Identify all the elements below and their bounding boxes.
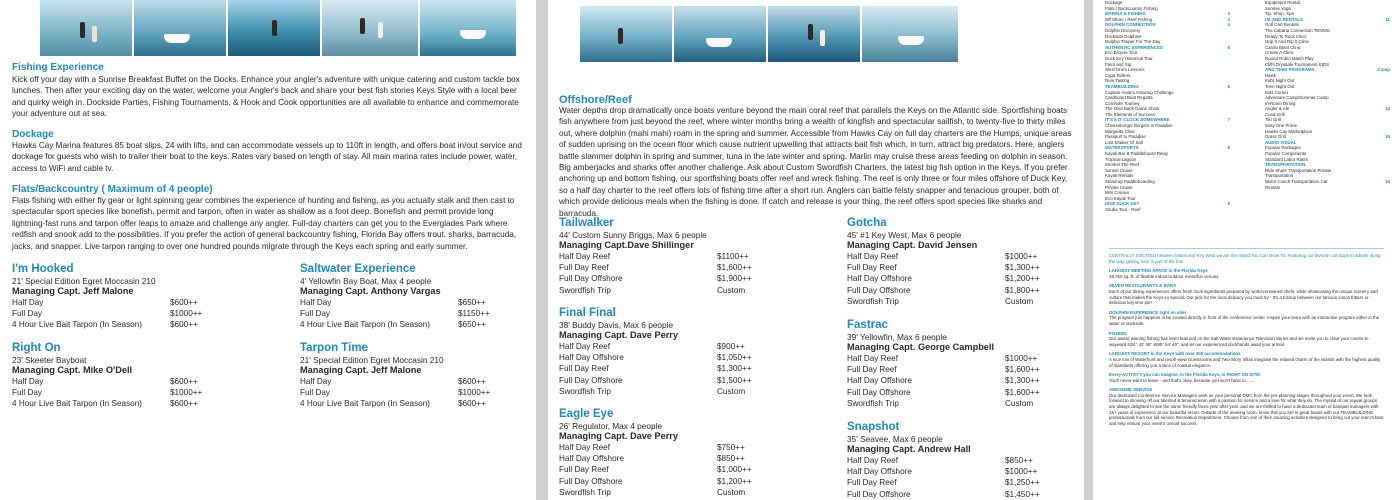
toc-label: Duck Key Historical Tour	[1105, 55, 1153, 61]
rate-price: $1,600++	[1005, 365, 1040, 375]
toc-label: Cliffs Drysdale Tournament KIDS	[1265, 61, 1330, 67]
rate-label: Full Day Offshore	[559, 476, 623, 486]
rate-row	[559, 341, 809, 352]
captain-name: Managing Capt. Jeff Malone	[12, 286, 134, 296]
rate-price: Custom	[717, 487, 746, 497]
toc-page-number: 5	[1227, 44, 1230, 50]
toc-label: MARINA & FISHING	[1105, 11, 1146, 17]
boat-description: 35' Seavee, Max 6 people	[847, 434, 943, 444]
highlight-heading: FISHING	[1109, 330, 1127, 336]
toc-label: Eco Bicycle Tour	[1105, 50, 1138, 56]
rate-row	[12, 376, 262, 387]
rate-row	[559, 363, 809, 374]
rate-label: Swordfish Trip	[559, 386, 611, 396]
page-gutter	[1084, 0, 1093, 500]
rate-label: Half Day Reef	[559, 342, 610, 351]
highlight-item	[1109, 331, 1384, 348]
highlight-item	[1109, 387, 1384, 426]
highlight-item	[1109, 268, 1384, 279]
toc-page-number: Comp	[1377, 67, 1390, 73]
rate-row	[12, 398, 262, 409]
toc-label: The Cabana Connection TENNIS	[1265, 27, 1330, 33]
rate-row	[847, 466, 1083, 477]
rate-row	[12, 297, 262, 308]
rate-price: $750++	[717, 443, 745, 452]
rate-label: Half Day Offshore	[847, 376, 912, 386]
toc-column-left	[1105, 0, 1230, 213]
toc-label: Teen Night Out	[1265, 83, 1295, 89]
boat-name: Saltwater Experience	[300, 263, 416, 275]
rate-label: Half Day Reef	[847, 252, 898, 261]
rate-price: $600++	[170, 298, 198, 307]
rate-row	[847, 273, 1083, 284]
intro-text: CENTRALLY LOCATED between Miami and Key West we are the Island You Can Drive To. Featuring our favorite List stops to admire along the way, getting here is part of the fun!	[1109, 253, 1381, 264]
rate-label: Swordfish Trip	[847, 398, 899, 408]
toc-label: Snorkel The Reef	[1105, 162, 1140, 168]
boat-name: Fastrac	[847, 319, 888, 331]
toc-label: Cardio Blast Clinic	[1265, 44, 1301, 50]
offshore-photo	[768, 6, 860, 62]
rate-price: Custom	[1005, 398, 1034, 408]
boat-name: Snapshot	[847, 421, 900, 433]
rate-price: $600++	[458, 377, 486, 386]
rate-row	[847, 262, 1083, 273]
rate-label: Full Day	[300, 309, 331, 319]
toc-label: WATERSPORTS	[1105, 145, 1139, 151]
rate-price: $1000++	[170, 309, 203, 319]
rate-row	[559, 453, 809, 464]
boat-name: Eagle Eye	[559, 408, 614, 420]
toc-label: Private Cruise	[1105, 184, 1133, 190]
toc-label: Golf Cart Rentals	[1265, 22, 1299, 28]
rate-price: $1,050++	[717, 353, 752, 363]
rate-label: Half Day Offshore	[847, 467, 912, 477]
toc-label: Adventure Camp/Summer Camp	[1265, 95, 1329, 101]
captain-name: Managing Capt. Anthony Vargas	[300, 286, 441, 296]
toc-label: IT'S 5 O' CLOCK SOMEWHERE	[1105, 117, 1170, 123]
rate-label: Full Day Reef	[559, 465, 609, 475]
toc-label: Ride Share Transportation Private	[1265, 167, 1332, 173]
rate-row	[847, 477, 1083, 488]
rate-price: $1000++	[170, 388, 203, 398]
boat-description: 45' #1 Key West, Max 6 people	[847, 230, 962, 240]
charter-boat-card	[559, 306, 809, 397]
rate-row	[559, 375, 809, 386]
boat-name: Gotcha	[847, 217, 887, 229]
rate-row	[559, 487, 809, 498]
section-title-flats: Flats/Backcountry ( Maximum of 4 people)	[12, 184, 213, 195]
rate-label: Half Day	[300, 377, 332, 386]
rate-label: Half Day	[12, 298, 44, 307]
rate-label: Half Day Reef	[847, 354, 898, 363]
charter-boat-card	[12, 341, 262, 410]
toc-label: Dockside Dolphins	[1105, 33, 1142, 39]
toc-label: DIVE DUCK KEY	[1105, 201, 1140, 207]
rate-label: Half Day Reef	[559, 252, 610, 261]
toc-label: Captain Hook's Amazing Challenge	[1105, 89, 1174, 95]
rate-label: Swordfish Trip	[559, 285, 611, 295]
boat-description: 38' Buddy Davis, Max 6 people	[559, 320, 674, 330]
boat-description: 21' Special Edition Egret Moccasin 210	[12, 276, 156, 286]
rate-row	[300, 297, 535, 308]
rate-label: Full Day Offshore	[847, 387, 911, 397]
highlight-item	[1109, 310, 1384, 327]
toc-label: Kayak Bar & Paddleboard Relay	[1105, 151, 1168, 157]
rate-row	[847, 455, 1083, 466]
rate-price: $1,300++	[717, 364, 752, 374]
rate-label: Half Day	[300, 298, 332, 307]
rate-label: Full Day Reef	[847, 365, 897, 375]
fishing-photo	[228, 0, 320, 56]
rate-price: Custom	[717, 285, 746, 295]
toc-label: Round Robin Match Play	[1265, 55, 1314, 61]
fishing-photo	[420, 0, 516, 56]
rate-label: Half Day	[12, 377, 44, 386]
toc-label: Ready To Rock Clinic	[1265, 33, 1307, 39]
rate-row	[847, 353, 1083, 364]
offshore-photo	[862, 6, 958, 62]
rate-price: $1,500++	[717, 375, 752, 385]
toc-label: Coral Grill	[1265, 111, 1285, 117]
fishing-photo	[322, 0, 418, 56]
photo-strip	[40, 0, 518, 56]
rate-label: Full Day	[300, 388, 331, 398]
charter-boat-card	[847, 216, 1083, 307]
paragraph-flats: Flats fishing with either fly gear or light spinning gear combines the experience of hunting and fishing, as you actually stalk and then cast to spectacular sport species like bonefish, permit and tarpon, often in water as shallow as a foot deep. Bonefish and permit provide long lightning-fast runs and tarpon offer leaps to amaze and challenge any angler. Full-day charters can get you to the Everglades Park where redfish and snook add to the possibilities. If you prefer the action of general backcountry fishing, Florida Bay offers trout, sharks, barracuda, jacks, and snapper. Live tarpon ranging to over one hundred pounds migrate through the Keys each spring and early summer.	[12, 196, 517, 251]
toc-label: Tiki Grill	[1265, 117, 1281, 123]
rate-price: $1000++	[458, 388, 491, 398]
toc-label: Dolphin Trainer For The Day	[1105, 39, 1161, 45]
rate-label: Full Day Offshore	[559, 274, 623, 284]
rate-price: $1,300++	[1005, 263, 1040, 273]
rate-label: 4 Hour Live Bait Tarpon (In Season)	[12, 399, 143, 409]
captain-name: Managing Capt. David Jensen	[847, 240, 978, 250]
toc-label: Cornhole Tourney	[1105, 100, 1140, 106]
resort-highlights	[1109, 253, 1384, 430]
highlight-heading: LARGEST RESORT in the Keys with over 400 accommodations	[1109, 351, 1241, 357]
toc-page-number: 8	[1227, 145, 1230, 151]
rate-row	[559, 273, 809, 284]
rate-row	[300, 376, 535, 387]
toc-label: Cigar Rollers	[1105, 72, 1131, 78]
toc-label: Sixty-One Prime	[1265, 123, 1297, 129]
rate-price: $600++	[170, 377, 198, 386]
toc-entry[interactable]	[1105, 207, 1230, 213]
rate-label: 4 Hour Live Bait Tarpon (In Season)	[12, 320, 143, 330]
highlight-text: Our award winning fishing has been featured on the Salt Water Experience Television Series and we invite you to chart your course to wayward N24° 43' 48" W80° 54' 40", and let our experienced dockhands await your arrival.	[1109, 336, 1369, 347]
toc-page-number: 16	[1385, 179, 1390, 184]
rate-price: $1,200++	[717, 476, 752, 486]
toc-page-number: 3	[1227, 11, 1230, 17]
toc-label: Create A Clinic	[1265, 50, 1294, 56]
toc-label: Grass Grill	[1265, 134, 1286, 140]
rate-price: $1,900++	[717, 274, 752, 284]
toc-column-right	[1265, 0, 1390, 213]
toc-page-number: 11	[1385, 16, 1390, 22]
toc-label: Sunset Cruise	[1105, 167, 1133, 173]
rate-row	[300, 387, 535, 398]
highlight-item	[1109, 283, 1384, 305]
rate-row	[847, 489, 1083, 500]
toc-label: TRANSPORTATION	[1265, 162, 1306, 168]
highlight-text: Our dedicated Conference Service Managers work as your personal DMC from the pre-planning stages throughout your event. We look forward to showing off our talented & tenured team with a passion for service and a love for what they do. The myriad of our repeat groups are always delighted to see the same friendly faces year after year, and we are thrilled to have a dedicated team of banquet managers with 15+ years of experience at our beautiful resort. Outside of the meeting room, know that you are in great hands with our TEAMBUILDING professionals from our full-service Recreation Department. Choose from one of their amazing activities designed to bring out your team's best and help ensure your event's overall success.	[1109, 392, 1384, 426]
toc-label: Cardboard Boat Regatta	[1105, 95, 1153, 101]
rate-label: 4 Hour Live Bait Tarpon (In Season)	[300, 320, 431, 330]
rate-row	[559, 386, 809, 397]
fishing-photo	[134, 0, 226, 56]
highlight-item	[1109, 372, 1384, 383]
rate-label: Half Day Reef	[559, 443, 610, 452]
boat-name: Tailwalker	[559, 217, 614, 229]
rate-price: $1,800++	[1005, 285, 1040, 295]
rate-price: $1,600++	[1005, 387, 1040, 397]
toc-label: Mini Cruises	[1105, 190, 1130, 196]
captain-name: Managing Capt.Dave Shillinger	[559, 240, 694, 250]
table-of-contents	[1105, 0, 1390, 213]
rate-row	[847, 285, 1083, 296]
brochure-page-offshore	[548, 0, 1083, 500]
toc-label: Transportation	[1265, 173, 1294, 179]
rate-row	[300, 308, 535, 319]
captain-name: Managing Capt. Dave Perry	[559, 431, 678, 441]
rate-row	[847, 251, 1083, 262]
toc-label: ISLAND RENTALS	[1265, 16, 1303, 22]
boat-description: 39' Yellowfin, Max 6 people	[847, 332, 947, 342]
section-title-fishing: Fishing Experience	[12, 62, 104, 73]
toc-label: AUDIO VISUAL	[1265, 139, 1297, 145]
toc-label: Flats / Backcountry Fishing	[1105, 5, 1158, 11]
rate-label: Half Day Offshore	[847, 274, 912, 284]
highlight-text: You'll never want to leave - and that's okay, because you won't have to.......	[1109, 377, 1255, 383]
charter-boat-card	[559, 216, 809, 296]
toc-label: Dockage	[1105, 0, 1123, 5]
rate-row	[847, 398, 1083, 409]
toc-page-number: 15	[1385, 134, 1390, 140]
highlight-text: The program just happens to be located directly in front of the conference center. Inspire your team with an interactive program either in the water or dockside.	[1109, 315, 1380, 326]
toc-label: The Elements of Success	[1105, 111, 1155, 117]
toc-label: Angler & Ale	[1265, 106, 1290, 112]
toc-page-number: 7	[1227, 117, 1230, 123]
toc-label: Stand-up Paddleboarding	[1105, 179, 1155, 184]
toc-label: Popular Components	[1265, 151, 1307, 157]
boat-name: I'm Hooked	[12, 263, 74, 275]
toc-label: Equipment Rental	[1265, 0, 1300, 5]
toc-page-number: 14	[1385, 106, 1390, 112]
rate-row	[300, 319, 535, 330]
toc-label: DOLPHIN CONNECTION	[1105, 22, 1156, 28]
boat-name: Final Final	[559, 307, 616, 319]
toc-label: AND TEEN PROGRAMS	[1265, 67, 1315, 73]
rate-label: Full Day Reef	[559, 263, 609, 273]
section-title-offshore: Offshore/Reef	[559, 94, 632, 106]
rate-label: Half Day Offshore	[559, 454, 624, 464]
captain-name: Managing Capt. Dave Perry	[559, 330, 678, 340]
boat-description: 26' Regulator, Max 4 people	[559, 421, 663, 431]
rate-row	[559, 442, 809, 453]
highlight-item	[1109, 351, 1384, 368]
toc-label: AUTHENTIC EXPERIENCES	[1105, 44, 1163, 50]
highlight-heading: LARGEST MEETING SPACE in the Florida Keys	[1109, 268, 1208, 274]
highlight-heading: Every ACTIVITY you can imagine, in the Florida Keys, is RIGHT ON SITE!	[1109, 372, 1261, 378]
highlight-text: A nice mix of Waterfront and resort-view Guestrooms and Two-Story Villas integrate the relaxed charm of the islands with the highest quality of standards offering you a slice of coastal elegance.	[1109, 356, 1381, 368]
rate-row	[847, 387, 1083, 398]
rate-label: Full Day Reef	[847, 478, 897, 488]
rate-row	[847, 364, 1083, 375]
rate-row	[559, 476, 809, 487]
rate-row	[559, 352, 809, 363]
rate-price: $1,000++	[717, 465, 752, 475]
rate-price: $1,300++	[1005, 376, 1040, 386]
rate-label: Half Day Offshore	[559, 353, 624, 363]
toc-label: Popular Packages	[1265, 145, 1301, 151]
paragraph-dockage: Hawks Cay Marina features 85 boat slips, 24 with lifts, and can accommodate vessels up to 110ft in length, and offers boat in/out service and dockage for guests who wish to trailer their boat to the keys. Rates vary based on length of stay. All main marina rates include power, water, access to WiFi and cable tv.	[12, 141, 522, 173]
rate-label: Swordfish Trip	[559, 487, 611, 497]
rate-label: Swordfish Trip	[847, 296, 899, 306]
paragraph-fishing: Kick off your day with a Sunrise Breakfast Buffet on the Docks. Enhance your angler's adventure with unique catering and custom tackle box lunches. Then after your exciting day on the water, welcome your Angler's back and share your best fish stories Keys Style with a local beer and quirky weigh in. Dockside Parties, Fishing Tournaments, & Hook and Cook opportunities are all available to enhance and commemorate your adventure out at sea.	[12, 75, 520, 119]
rate-row	[559, 262, 809, 273]
toc-page-number: 9	[1227, 201, 1230, 207]
charter-boat-card	[847, 318, 1083, 409]
toc-label: TEAMBUILDING	[1105, 83, 1139, 89]
highlight-heading: SEVEN RESTAURANTS & BARS	[1109, 283, 1177, 289]
rate-price: $600++	[458, 399, 486, 409]
rate-label: Half Day Reef	[847, 456, 898, 465]
rate-price: $850++	[717, 454, 745, 464]
toc-label: Dolphin Discovery	[1105, 27, 1141, 33]
rate-price: $1,600++	[717, 263, 752, 273]
rate-row	[300, 398, 535, 409]
rate-row	[559, 464, 809, 475]
rate-price: $1000++	[1005, 467, 1038, 477]
charter-boat-card	[847, 420, 1083, 500]
divider	[1109, 248, 1384, 249]
rate-price: $600++	[170, 320, 198, 330]
toc-label: Snuba Tour - Reef	[1105, 206, 1141, 212]
rate-price: $1,450++	[1005, 489, 1040, 499]
highlight-heading: DOLPHIN EXPERIENCE right on site!	[1109, 309, 1187, 315]
toc-label: Eco Kayak Tour	[1105, 195, 1136, 201]
rate-label: 4 Hour Live Bait Tarpon (In Season)	[300, 399, 431, 409]
toc-label: Kids Corner	[1265, 89, 1289, 95]
photo-strip	[580, 6, 960, 62]
rate-price: $1,200++	[1005, 274, 1040, 284]
rate-price: Custom	[717, 386, 746, 396]
rate-price: $1100++	[717, 252, 749, 261]
toc-label: Kayak Rentals	[1105, 173, 1134, 179]
toc-label: Kid's Night Out	[1265, 78, 1295, 84]
rate-price: $650++	[458, 320, 486, 330]
rate-price: $600++	[170, 399, 198, 409]
rate-label: Full Day Reef	[559, 364, 609, 374]
rate-price: $1000++	[1005, 354, 1038, 363]
toc-label: Passport to Paradise	[1105, 134, 1146, 140]
charter-boat-card	[559, 407, 809, 498]
rate-price: Custom	[1005, 296, 1034, 306]
fishing-photo	[40, 0, 132, 56]
rate-price: $1,250++	[1005, 478, 1040, 488]
captain-name: Managing Capt. Andrew Hall	[847, 444, 971, 454]
rate-label: Full Day	[12, 388, 43, 398]
rate-row	[559, 251, 809, 262]
toc-label: Lost Shaker Of Salt	[1105, 139, 1144, 145]
toc-label: Paint and Sip	[1105, 61, 1132, 67]
boat-description: 44' Custom Sunny Briggs, Max 6 people	[559, 230, 707, 240]
toc-label: Standard Labor Rates	[1265, 156, 1308, 162]
toc-page-number: 3	[1227, 16, 1230, 22]
brochure-page-contents	[1093, 0, 1400, 500]
rate-row	[12, 319, 262, 330]
rate-row	[12, 308, 262, 319]
toc-label: Tropical Lagoon	[1105, 156, 1137, 162]
rate-price: $1000++	[1005, 252, 1038, 261]
captain-name: Managing Capt. Mike O'Dell	[12, 365, 133, 375]
toc-label: Hawks Cay Marketplace	[1265, 128, 1313, 134]
boat-description: 21' Special Edition Egret Moccasin 210	[300, 355, 444, 365]
rate-price: $850++	[1005, 456, 1033, 465]
captain-name: Managing Capt. Jeff Malone	[300, 365, 422, 375]
rate-row	[559, 285, 809, 296]
toc-label: Rentals	[1265, 184, 1280, 190]
boat-description: 23' Skeeter Bayboat	[12, 355, 87, 365]
toc-label: The Give Back Game Show	[1105, 106, 1160, 112]
boat-description: 4' Yellowfin Bay Boat, Max 4 people	[300, 276, 432, 286]
rate-label: Full Day Offshore	[559, 375, 623, 385]
highlight-heading: AWESOME SERVICE	[1109, 387, 1153, 393]
toc-page-number: 6	[1227, 83, 1230, 89]
toc-page-number: 4	[1227, 22, 1230, 28]
charter-boat-card	[12, 262, 262, 331]
offshore-photo	[580, 6, 672, 62]
highlight-text: Each of our dining experiences offers fresh local ingredients prepared by world-renowned chefs, while showcasing the unique scenery and culture that makes the Keys so special. Our pick for the local delicacy you must try - It's a tossup between our famous conch fritters or delicious key lime pie!	[1109, 288, 1378, 306]
toc-label: Motor Coach Transportation Car	[1265, 179, 1328, 184]
charter-boat-card	[300, 262, 535, 331]
toc-label: Margarita Clinic	[1105, 128, 1136, 134]
toc-label: Sunrise Yoga	[1265, 5, 1291, 11]
offshore-photo	[674, 6, 766, 62]
toc-entry[interactable]	[1265, 185, 1390, 191]
toc-label: Tip, Shop, Spa	[1265, 11, 1294, 17]
rate-price: $900++	[717, 342, 745, 351]
page-gutter	[536, 0, 548, 500]
boat-name: Tarpon Time	[300, 342, 368, 354]
brochure-page-fishing	[0, 0, 535, 500]
rate-row	[847, 375, 1083, 386]
captain-name: Managing Capt. George Campbell	[847, 342, 995, 352]
rate-row	[847, 296, 1083, 307]
toc-label: Rum Tasting	[1105, 78, 1130, 84]
rate-price: $1150++	[458, 309, 490, 319]
rate-price: $650++	[458, 298, 486, 307]
highlight-text: 48,760 sq. ft. of flexible indoor/outdoor event/fun venues.	[1109, 273, 1220, 279]
rate-label: Full Day Offshore	[847, 489, 911, 499]
toc-label: Off Shore / Reef Fishing	[1105, 16, 1153, 22]
toc-label: Grip It And Rip It Clinic	[1265, 39, 1310, 45]
toc-label: Hawk	[1265, 72, 1276, 78]
charter-boat-card	[300, 341, 535, 410]
rate-row	[12, 387, 262, 398]
rate-label: Full Day Offshore	[847, 285, 911, 295]
toc-label: In-Room Dining	[1265, 100, 1296, 106]
rate-label: Full Day Reef	[847, 263, 897, 273]
section-title-dockage: Dockage	[12, 129, 54, 140]
toc-label: Steel Drum Lessons	[1105, 67, 1145, 73]
rate-label: Full Day	[12, 309, 43, 319]
boat-name: Right On	[12, 342, 61, 354]
toc-label: Cheeseburger Burgers in Paradise	[1105, 123, 1173, 129]
paragraph-offshore: Water depths drop dramatically once boats venture beyond the main coral reef that parallels the Keys on the Atlantic side. Sportfishing boats fish anywhere from just beyond the reef, where winter months bring a wealth of kingfish and spectacular sailfish, to twenty-five to thirty miles out, where dolphin (mahi mahi) roam in the spring and summer. Accessible from Hawks Cay on full day charters are the Humps, unique areas of sudden uprising on the ocean floor which cause nutrient upwelling that attracts bait fish which, in turn, attract big predators. Here, anglers battle slammer dolphin in spring and summer, tuna in the late winter and spring. Marlin may cruise these areas feeding on dolphin in season. Big amberjacks and sharks offer another challenge. Ask about Custom Swordfish Charters, the latest big fish option in the Keys. If you prefer anchoring up and bottom fishing, our sportfishing boats offer reef and wreck fishing. The reef is only three or four miles offshore of Duck Key, so a half day charter to the reef offers lots of fishing time after a short run. Anglers can battle feisty snapper and tenacious grouper, both of which provide delicious meals when the fishing is done. If catch and release is your thing, the reef offers sport species like sharks and barracuda.	[559, 106, 1072, 218]
